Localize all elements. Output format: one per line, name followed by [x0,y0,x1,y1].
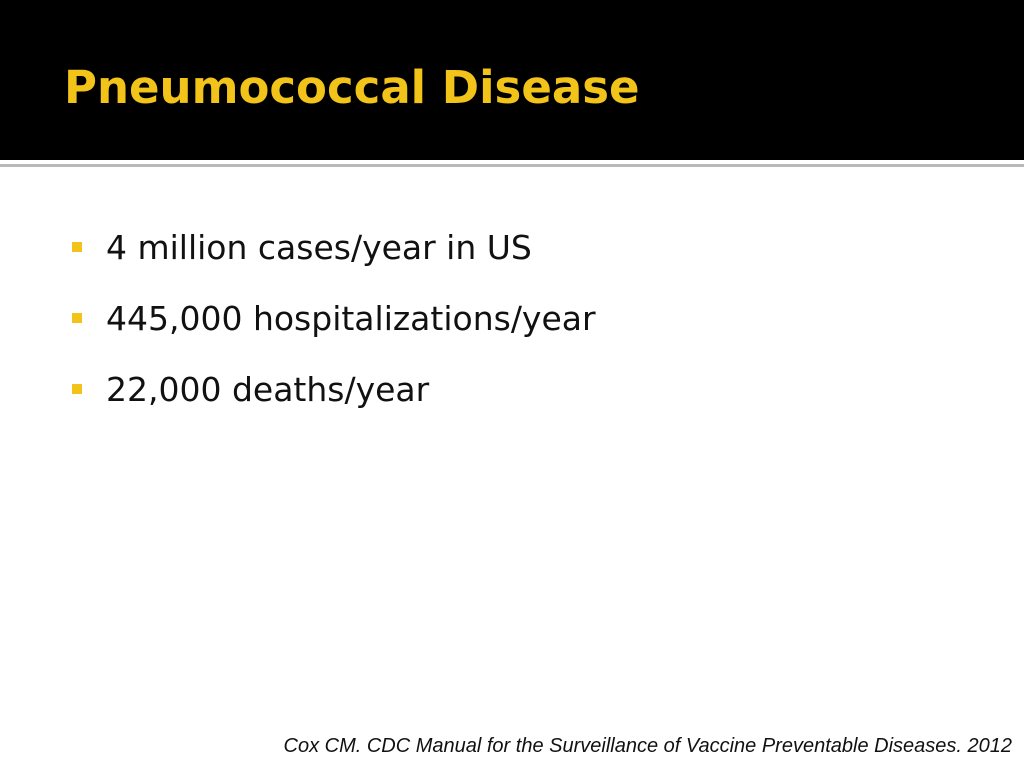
title-divider-highlight [0,160,1024,163]
title-bar [0,0,1024,160]
bullet-list [72,222,596,435]
title-divider [0,164,1024,167]
bullet-item [72,222,596,293]
square-bullet-icon [72,384,82,394]
square-bullet-icon [72,313,82,323]
bullet-text: 445,000 hospitalizations/year [106,299,596,338]
slide-title: Pneumococcal Disease [64,61,640,114]
bullet-item [72,364,596,435]
bullet-text: 22,000 deaths/year [106,370,430,409]
square-bullet-icon [72,242,82,252]
bullet-item [72,293,596,364]
bullet-text: 4 million cases/year in US [106,228,532,267]
citation: Cox CM. CDC Manual for the Surveillance of Vaccine Preventable Diseases. 2012 [283,735,1012,757]
